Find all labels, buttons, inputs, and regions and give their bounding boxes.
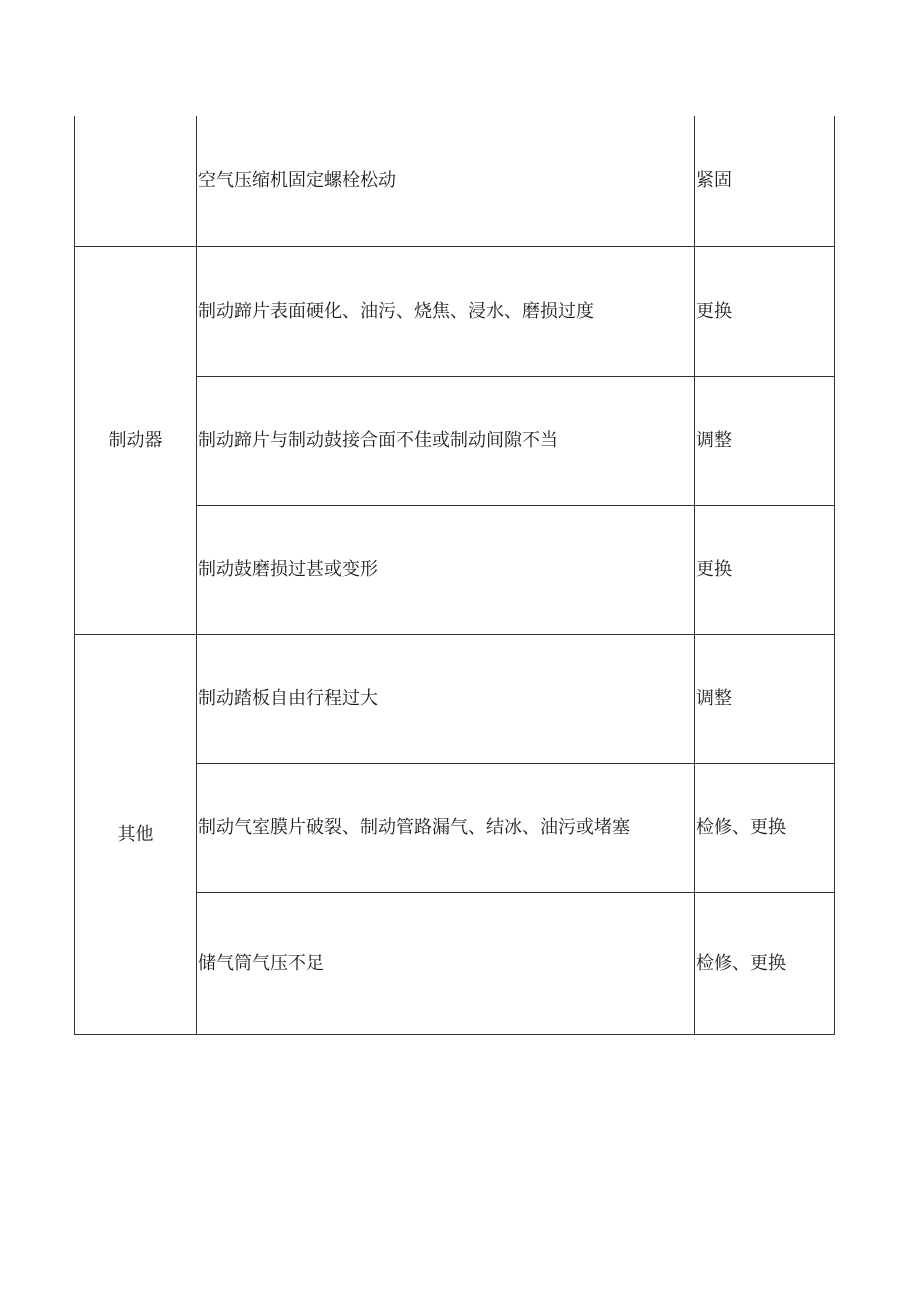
fault-text: 制动踏板自由行程过大 <box>198 688 378 709</box>
fault-cell <box>198 247 692 376</box>
fault-table <box>74 116 835 1035</box>
fault-cell <box>198 377 692 505</box>
action-text: 调整 <box>696 430 732 451</box>
fault-cell <box>198 764 638 892</box>
category-label: 其他 <box>117 823 154 845</box>
fault-cell <box>198 116 692 246</box>
action-cell <box>696 764 833 892</box>
action-text: 检修、更换 <box>696 817 786 838</box>
fault-text: 制动气室膜片破裂、制动管路漏气、结冰、油污或堵塞 <box>198 817 630 838</box>
category-label: 制动器 <box>108 429 163 451</box>
action-cell <box>696 116 833 246</box>
fault-text: 制动蹄片与制动鼓接合面不佳或制动间隙不当 <box>198 430 558 451</box>
table-divider-category <box>196 116 197 1035</box>
fault-cell <box>198 635 692 763</box>
action-cell <box>696 893 833 1034</box>
fault-text: 制动蹄片表面硬化、油污、烧焦、浸水、磨损过度 <box>198 300 594 322</box>
category-cell-other <box>75 635 196 1034</box>
action-text: 更换 <box>696 559 732 580</box>
fault-text: 空气压缩机固定螺栓松动 <box>198 170 396 191</box>
action-text: 调整 <box>696 688 732 709</box>
table-border-bottom <box>74 1034 835 1035</box>
fault-text: 储气筒气压不足 <box>198 952 324 974</box>
table-border-right <box>834 116 835 1035</box>
action-cell <box>696 506 833 634</box>
action-cell <box>696 635 833 763</box>
table-divider-action <box>694 116 695 1035</box>
action-cell <box>696 377 833 505</box>
action-text: 紧固 <box>696 170 732 191</box>
fault-cell <box>198 893 692 1034</box>
action-cell <box>696 247 833 376</box>
category-cell-brake <box>75 247 196 634</box>
fault-text: 制动鼓磨损过甚或变形 <box>198 559 378 580</box>
action-text: 更换 <box>696 300 732 322</box>
action-text: 检修、更换 <box>696 952 786 974</box>
fault-cell <box>198 506 692 634</box>
